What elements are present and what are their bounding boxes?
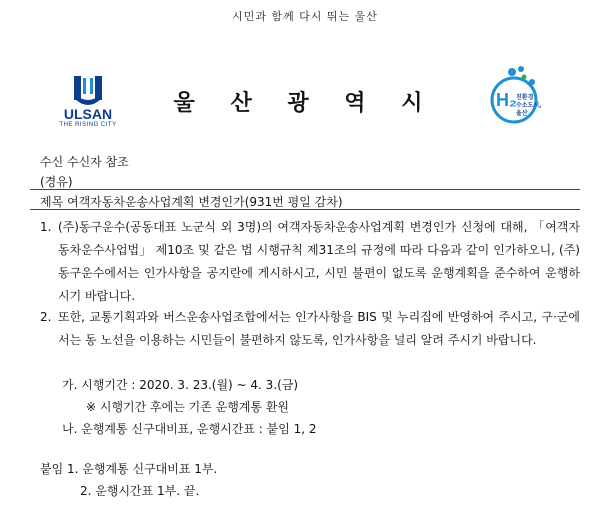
paragraph-1 xyxy=(40,216,580,308)
item-note: ※ 시행기간 후에는 기존 운행계통 환원 xyxy=(86,400,290,414)
paragraph-text: (주)동구운수(공동대표 노군식 외 3명)의 여객자동차운송사업계획 변경인가 신청에 대해, 「여객자동차운수사업법」 제10조 및 같은 법 시행규칙 제31조의 규정에 따라 다음과 같이 인가하오니, (주)동구운수에서는 인가사항을 공지란에 게시하시고, 시민 불편이 없도록 운행계획을 준수하여 운행하시기 바랍니다. xyxy=(58,220,580,303)
paragraph-number: 2. xyxy=(40,310,52,324)
recipient: 수신 수신자 참조 xyxy=(40,155,129,169)
h2-caption: 친환경 수소도시, 울산 xyxy=(516,94,542,117)
paragraph-text: 또한, 교통기획과와 버스운송사업조합에서는 인가사항을 BIS 및 누리집에 반영하여 주시고, 구·군에서는 동 노선을 이용하는 시민들이 불편하지 않도록, 인가사항을 널리 알려 주시기 바랍니다. xyxy=(58,310,580,347)
paragraph-2 xyxy=(40,306,580,352)
divider-top xyxy=(30,189,580,190)
via: (경유) xyxy=(40,175,73,189)
logo-tagline: THE RISING CITY xyxy=(59,122,117,128)
attachment-2: 2. 운행시간표 1부. 끝. xyxy=(80,484,200,498)
org-name: 울 산 광 역 시 xyxy=(173,91,437,116)
hydrogen-city-logo xyxy=(488,64,568,140)
logo-wordmark: ULSAN xyxy=(63,106,113,122)
h2-mark: H₂ xyxy=(496,90,517,110)
paragraph-number: 1. xyxy=(40,220,52,234)
divider-bottom xyxy=(30,209,580,210)
subject: 제목 여객자동차운송사업계획 변경인가(931번 평일 감차) xyxy=(40,195,343,209)
item-ga: 가. 시행기간 : 2020. 3. 23.(월) ~ 4. 3.(금) xyxy=(62,378,299,392)
item-na: 나. 운행계통 신구대비표, 운행시간표 : 붙임 1, 2 xyxy=(62,422,317,436)
attachment-1: 붙임 1. 운행계통 신구대비표 1부. xyxy=(40,462,218,476)
slogan: 시민과 함께 다시 뛰는 울산 xyxy=(232,10,378,23)
